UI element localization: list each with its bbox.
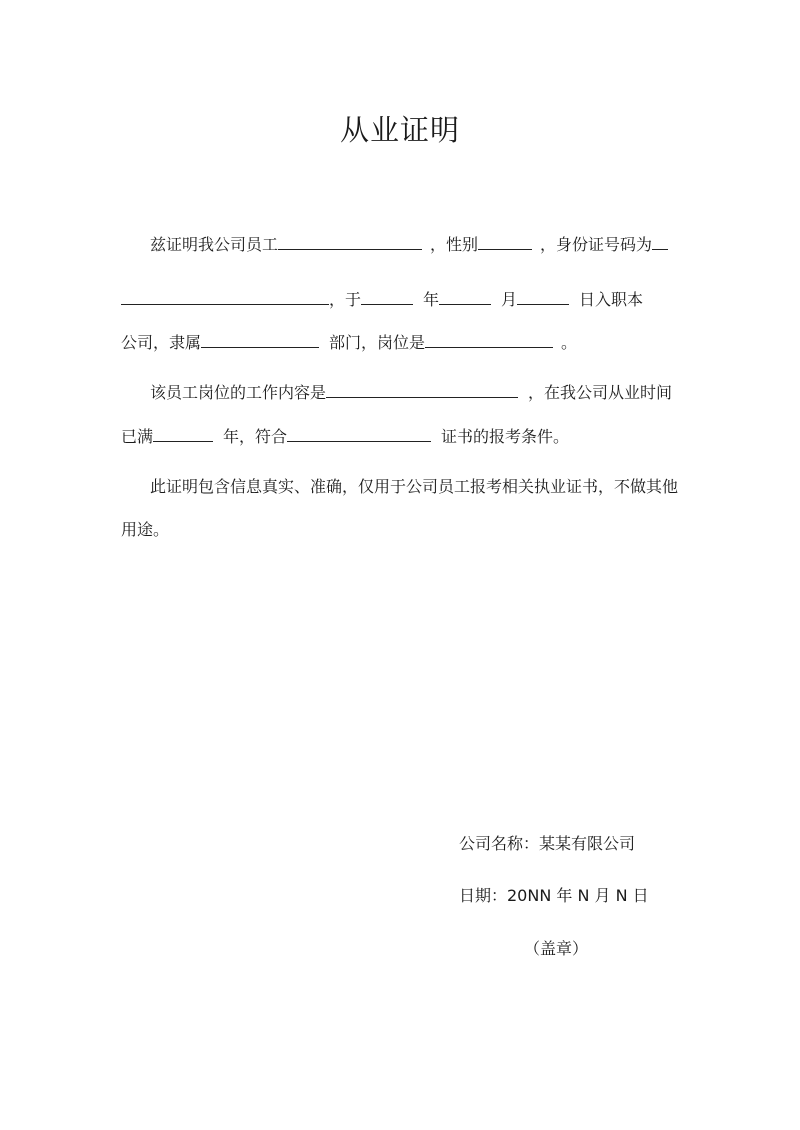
gender-blank <box>478 232 532 250</box>
para2-text-d: 年，符合 <box>223 427 288 446</box>
entry-year-blank <box>361 287 413 305</box>
para2-line1 <box>150 380 672 405</box>
para2-text-e: 证书的报考条件。 <box>441 427 570 446</box>
id-number-blank-start <box>652 232 668 250</box>
id-number-blank <box>121 287 329 305</box>
para1-text-d: ，于 <box>329 290 362 309</box>
job-content-blank <box>326 380 518 398</box>
document-title: 从业证明 <box>339 113 460 147</box>
stamp-note: （盖章） <box>524 939 589 958</box>
department-blank <box>201 330 319 348</box>
para2-line2 <box>121 424 569 449</box>
issue-date: 日期：20NN 年 N 月 N 日 <box>459 886 649 905</box>
para1-text-g: 部门，岗位是 <box>329 333 426 352</box>
para1-line3 <box>121 330 577 355</box>
para1-text-a: 兹证明我公司员工 <box>150 235 279 254</box>
year-label: 年 <box>423 290 440 309</box>
para2-text-c: 已满 <box>121 427 154 446</box>
para1-text-b: ，性别 <box>430 235 479 254</box>
years-blank <box>153 424 213 442</box>
employee-name-blank <box>278 232 422 250</box>
para1-line1 <box>150 232 668 257</box>
para3-line1: 此证明包含信息真实、准确，仅用于公司员工报考相关执业证书，不做其他 <box>150 477 679 496</box>
month-label: 月 <box>501 290 518 309</box>
position-blank <box>425 330 553 348</box>
para1-text-e: 日入职本 <box>579 290 644 309</box>
para1-text-c: ，身份证号码为 <box>540 235 653 254</box>
para1-text-h: 。 <box>561 333 578 352</box>
entry-month-blank <box>439 287 491 305</box>
para2-text-a: 该员工岗位的工作内容是 <box>150 383 327 402</box>
para1-line2 <box>121 287 643 312</box>
certificate-blank <box>287 424 431 442</box>
para3-line2: 用途。 <box>121 520 170 539</box>
para1-text-f: 公司，隶属 <box>121 333 202 352</box>
company-name: 公司名称：某某有限公司 <box>459 834 636 853</box>
para2-text-b: ，在我公司从业时间 <box>528 383 673 402</box>
entry-day-blank <box>517 287 569 305</box>
